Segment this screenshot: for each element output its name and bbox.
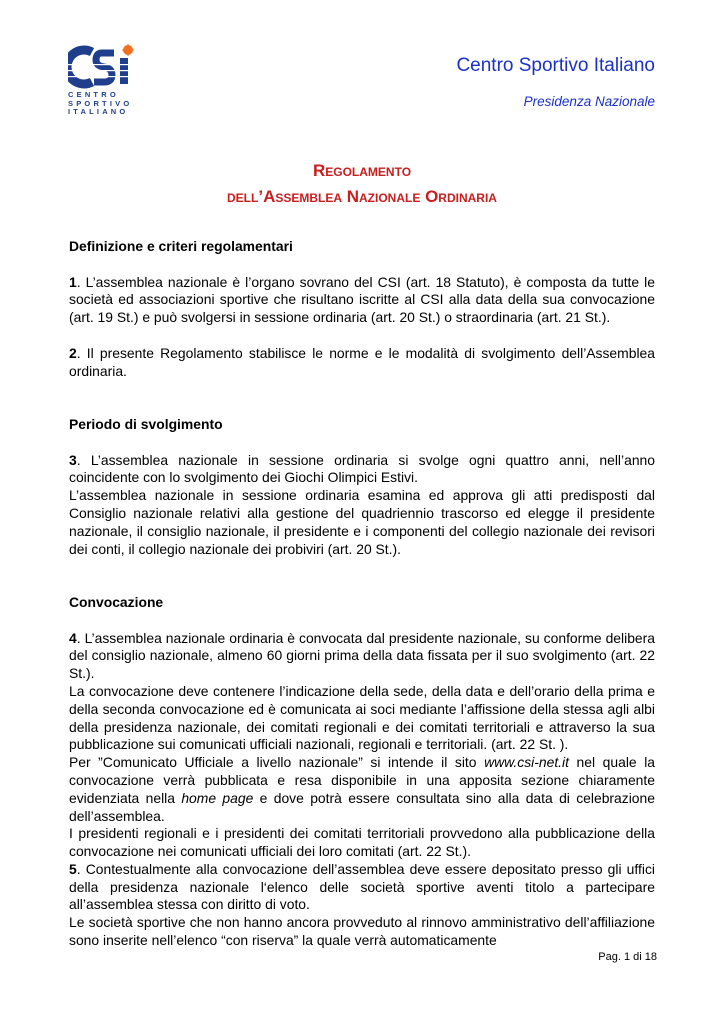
paragraph-text: Per ”Comunicato Ufficiale a livello nazionale” si intende il sito [69,754,485,771]
paragraph-4d: I presidenti regionali e i presidenti dei comitati territoriali provvedono alla pubblicazione della convocazione nei comunicati ufficiali dei loro comitati (art. 22 St.). [69,825,655,860]
page-number: Pag. 1 di 18 [598,951,657,963]
paragraph-3 [69,452,655,488]
paragraph-number: 1 [69,273,77,290]
paragraph-text: e dove potrà essere consultata sino alla data di celebrazione dell’assemblea. [69,789,655,824]
paragraph-5b: Le società sportive che non hanno ancora provveduto al rinnovo amministrativo dell’affiliazione sono inserite nell’elenco “con riserva” la quale verrà automaticamente [69,914,655,949]
document-body [69,238,655,950]
paragraph-text: nel quale la convocazione verrà pubblicata e resa disponibile in una apposita sezione chiaramente evidenziata nella [69,754,655,806]
logo-text-line: ITALIANO [68,107,129,116]
paragraph-text: . Contestualmente alla convocazione dell’assemblea deve essere depositato presso gli uffici della presidenza nazionale l‘elenco delle società sportive aventi titolo a partecipare all’assemblea stessa con diritto di voto. [69,860,655,913]
paragraph-number: 5 [69,860,77,877]
logo-text-line: SPORTIVO [68,98,133,108]
paragraph-3b: L’assemblea nazionale in sessione ordinaria esamina ed approva gli atti predisposti dal Consiglio nazionale relativi alla gestione del quadriennio trascorso ed elegge il presidente nazionale, il consiglio nazionale, il presidente e i componenti del collegio nazionale dei revisori dei conti, il collegio nazionale dei probiviri (art. 20 St.). [69,487,655,557]
logo-text-line: CENTRO [68,90,119,99]
paragraph-4b: La convocazione deve contenere l’indicazione della sede, della data e dell’orario della prima e della seconda convocazione ed è comunicata ai soci mediante l’affissione della stessa agli albi della presidenza nazionale, dei comitati regionali e dei comitati territoriali e attraverso la sua pubblicazione sui comunicati ufficiali nazionali, regionali e territoriali. (art. 22 St. ). [69,682,655,753]
paragraph-text: . L’assemblea nazionale in sessione ordinaria si svolge ogni quattro anni, nell’anno coincidente con lo svolgimento dei Giochi Olimpici Estivi. [69,451,655,486]
document-title-line1: Regolamento [312,161,412,180]
home-page-term: home page [181,789,254,806]
paragraph-5 [69,861,655,914]
paragraph-1 [69,274,655,327]
paragraph-4c [69,754,655,825]
website-link: www.csi-net.it [484,754,569,771]
section-heading-periodo: Periodo di svolgimento [69,415,223,432]
org-subtitle: Presidenza Nazionale [523,94,655,109]
paragraph-text: . L’assemblea nazionale ordinaria è convocata dal presidente nazionale, su conforme delibera del consiglio nazionale, almeno 60 giorni prima della data fissata per il suo svolgimento (art. 22 St.). [69,629,655,682]
org-title: Centro Sportivo Italiano [456,55,655,76]
document-title [0,158,724,210]
paragraph-2 [69,345,655,381]
paragraph-number: 2 [69,344,77,361]
paragraph-number: 4 [69,629,77,646]
paragraph-number: 3 [69,451,77,468]
document-title-line2: dell’Assemblea Nazionale Ordinaria [227,187,497,206]
paragraph-text: . Il presente Regolamento stabilisce le norme e le modalità di svolgimento dell’Assemblea ordinaria. [69,344,655,379]
paragraph-text: . L’assemblea nazionale è l’organo sovrano del CSI (art. 18 Statuto), è composta da tutte le società ed associazioni sportive che risultano iscritte al CSI alla data della sua convocazione (art. 19 St.) e può svolgersi in sessione ordinaria (art. 20 St.) o straordinaria (art. 21 St.). [69,273,655,326]
paragraph-4 [69,630,655,683]
section-heading-definizione: Definizione e criteri regolamentari [69,238,293,254]
section-heading-convocazione: Convocazione [69,593,164,610]
